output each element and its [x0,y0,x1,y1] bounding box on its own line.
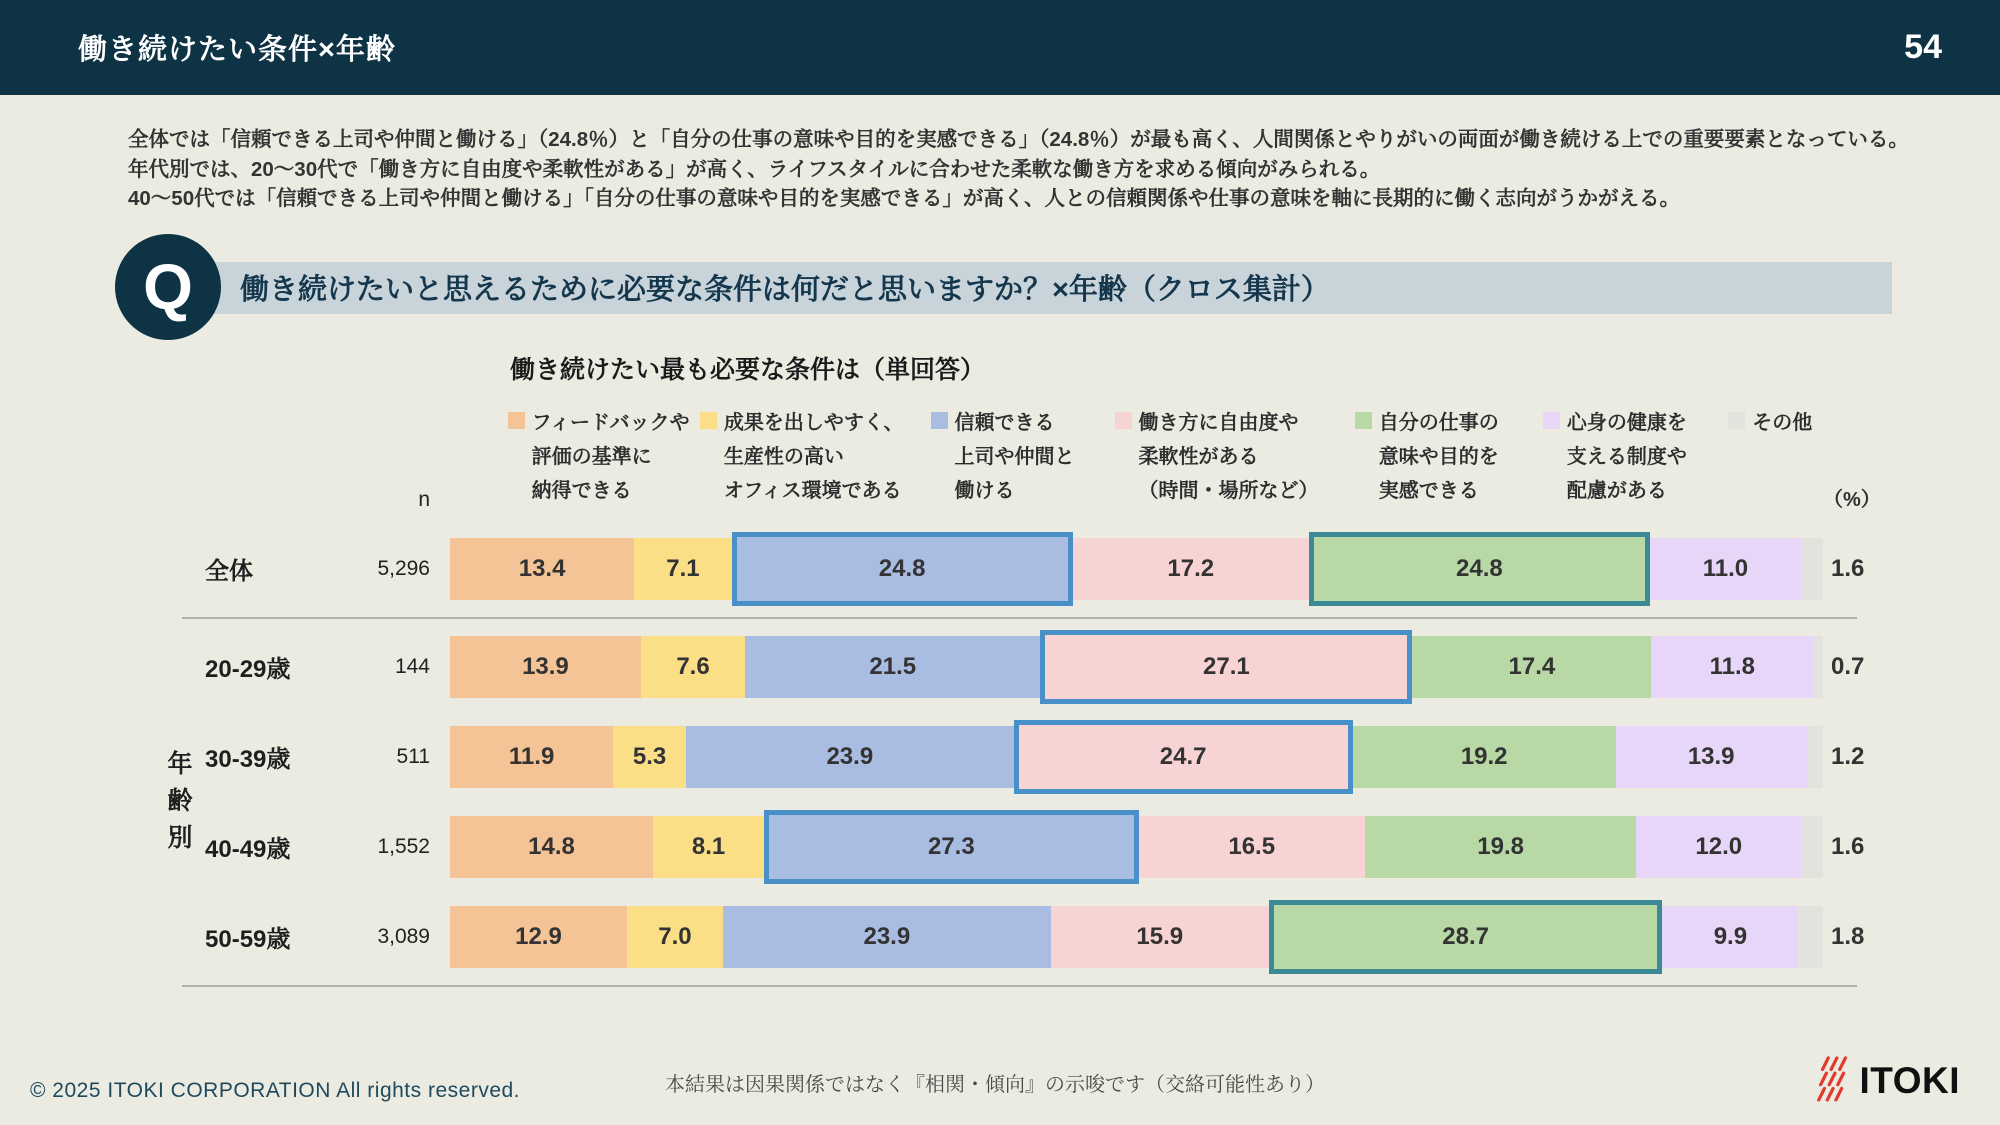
bar-segment [450,816,653,878]
segment-value: 27.3 [927,832,975,860]
segment-value: 17.4 [1508,652,1556,680]
slide-header [0,0,2000,95]
bar-segment [1365,816,1637,878]
legend-swatch-icon [1543,412,1560,429]
stacked-bar [450,906,1823,968]
segment-value: 11.8 [1709,652,1756,680]
bar-segment [1014,720,1353,794]
summary-paragraph: 年代別では、20〜30代で「働き方に自由度や柔軟性がある」が高く、ライフスタイルに合わせた柔軟な働き方を求める傾向がみられる。 [128,157,1381,181]
legend-item [1115,406,1319,509]
other-segment-value: 1.2 [1831,742,1865,770]
segment-value: 12.9 [515,922,562,950]
bar-segment [1813,636,1823,698]
chart-row [150,524,1885,614]
legend-swatch-icon [1355,412,1372,429]
footer [30,1057,1960,1109]
legend-label: 心身の健康を 支える制度や 配慮がある [1566,411,1687,503]
copyright-text: © 2025 ITOKI CORPORATION All rights reserved. [30,1079,521,1102]
segment-value: 19.8 [1477,832,1524,860]
bar-segment [1040,630,1412,704]
segment-value: 28.7 [1442,922,1490,950]
divider [182,617,1857,619]
bar-segment [764,810,1138,884]
row-n-value: 1,552 [377,834,430,858]
bar-segment [613,726,686,788]
row-label: 30-39歳 [205,746,291,774]
other-segment-value: 0.7 [1831,652,1865,680]
bar-segment [1139,816,1365,878]
itoki-hatch-icon [1813,1054,1855,1107]
legend-label: 自分の仕事の 意味や目的を 実感できる [1378,411,1499,503]
bar-segment [732,532,1073,606]
bar-segment [1412,636,1651,698]
legend-item [1728,406,1812,440]
bar-segment [1650,538,1801,600]
chart-row [150,712,1885,802]
segment-value: 27.1 [1203,652,1250,680]
segment-value: 24.8 [1456,554,1503,582]
other-segment-value: 1.6 [1831,832,1865,860]
chart-title: 働き続けたい最も必要な条件は（単回答） [510,355,986,384]
segment-value: 11.9 [508,742,555,770]
chart-row [150,622,1885,712]
segment-value: 11.0 [1702,554,1749,582]
legend-swatch-icon [931,412,948,429]
legend-item [1355,406,1499,509]
stacked-bar [450,816,1823,878]
bar-segment [1798,906,1823,968]
row-n-value: 3,089 [377,924,430,948]
row-label: 40-49歳 [205,836,291,864]
percent-unit-label: （%） [1823,488,1881,511]
segment-value: 9.9 [1713,922,1748,950]
bar-segment [723,906,1051,968]
segment-value: 24.7 [1159,742,1207,770]
bar-segment [1051,906,1269,968]
bar-segment [1353,726,1616,788]
question-banner [0,234,2000,346]
bar-segment [653,816,764,878]
segment-value: 13.9 [1687,742,1735,770]
bar-segment [745,636,1040,698]
bar-segment [450,726,613,788]
segment-value: 13.4 [518,554,566,582]
legend-label: 働き方に自由度や 柔軟性がある （時間・場所など） [1138,411,1319,503]
bar-segment [1636,816,1801,878]
bar-segment [1801,538,1823,600]
segment-value: 7.6 [676,652,710,680]
stacked-bar [450,636,1823,698]
bar-segment [1651,636,1813,698]
segment-value: 8.1 [691,832,726,860]
chart [150,350,1885,987]
bar-segment [1309,532,1650,606]
legend-item [700,406,904,509]
segment-value: 13.9 [522,652,569,680]
legend-label: 成果を出しやすく、 生産性の高い オフィス環境である [723,411,904,503]
legend-label: 信頼できる 上司や仲間と 働ける [954,411,1075,503]
bar-segment [1269,900,1663,974]
legend-swatch-icon [1728,412,1745,429]
segment-value: 21.5 [869,652,917,680]
age-group-label: 年齢別 [164,749,192,861]
legend [450,406,1823,516]
n-column-label: n [418,487,430,511]
other-segment-value: 1.8 [1831,922,1865,950]
chart-row [150,802,1885,892]
segment-value: 12.0 [1695,832,1743,860]
legend-zone [150,406,1885,516]
bar-segment [450,538,634,600]
bar-segment [1662,906,1798,968]
legend-swatch-icon [700,412,717,429]
segment-value: 23.9 [826,742,874,770]
legend-item [931,406,1075,509]
stacked-bar [450,538,1823,600]
legend-swatch-icon [1115,412,1132,429]
legend-label: その他 [1752,411,1813,434]
stacked-bar [450,726,1823,788]
chart-rows [150,524,1885,987]
bar-segment [1801,816,1823,878]
chart-row [150,892,1885,982]
bar-segment [1073,538,1309,600]
segment-value: 7.1 [666,554,700,582]
question-text: 働き続けたいと思えるために必要な条件は何だと思いますか？×年齢（クロス集計） [240,274,1330,307]
bar-segment [450,636,641,698]
summary-text [128,125,1912,214]
legend-item [1543,406,1687,509]
segment-value: 23.9 [863,922,911,950]
segment-value: 24.8 [878,554,926,582]
bar-segment [627,906,723,968]
other-segment-value: 1.6 [1831,554,1865,582]
segment-value: 17.2 [1167,554,1215,582]
segment-value: 7.0 [658,922,692,950]
bar-segment [634,538,732,600]
bar-segment [450,906,627,968]
page-number: 54 [1904,28,1942,66]
divider [182,985,1857,987]
bar-segment [641,636,745,698]
legend-swatch-icon [508,412,525,429]
q-badge: Q [115,234,221,340]
page-title: 働き続けたい条件×年齢 [78,34,396,66]
row-n-value: 511 [396,744,430,768]
segment-value: 14.8 [528,832,575,860]
row-n-value: 144 [394,654,430,678]
row-label: 全体 [205,558,253,586]
segment-value: 5.3 [632,742,667,770]
bar-segment [1807,726,1823,788]
footnote-text: 本結果は因果関係ではなく『相関・傾向』の示唆です（交絡可能性あり） [665,1074,1325,1096]
segment-value: 19.2 [1460,742,1508,770]
bar-segment [1616,726,1807,788]
itoki-logo-text: ITOKI [1859,1059,1960,1101]
itoki-logo [1813,1054,1961,1107]
summary-paragraph: 全体では「信頼できる上司や仲間と働ける」（24.8％）と「自分の仕事の意味や目的を実感できる」（24.8％）が最も高く、人間関係とやりがいの両面が働き続ける上での重要要素となっている。 [128,128,1909,151]
bar-segment [686,726,1014,788]
row-n-value: 5,296 [377,556,430,580]
segment-value: 16.5 [1228,832,1276,860]
row-label: 20-29歳 [205,656,291,684]
legend-label: フィードバックや 評価の基準に 納得できる [531,411,690,503]
legend-item [508,406,690,509]
segment-value: 15.9 [1136,922,1184,950]
summary-paragraph: 40〜50代では「信頼できる上司や仲間と働ける」「自分の仕事の意味や目的を実感できる」が高く、人との信頼関係や仕事の意味を軸に長期的に働く志向がうかがえる。 [128,187,1680,211]
row-label: 50-59歳 [205,926,291,954]
